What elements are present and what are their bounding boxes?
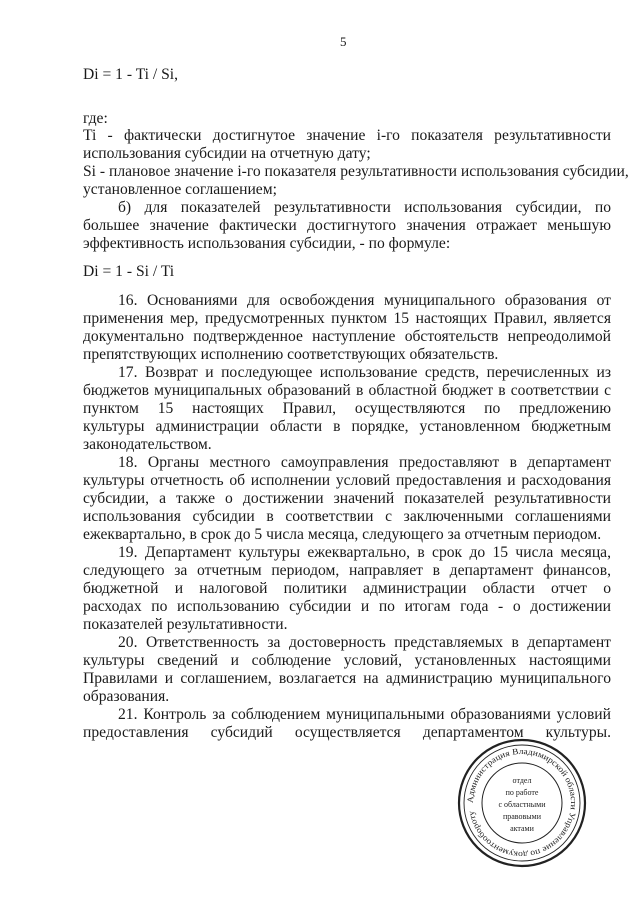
definition-ti-line-2: использования субсидии на отчетную дату; [83, 145, 371, 162]
paragraph-19-line-4: расходах по использованию субсидии и по итогам года - о достижении [83, 598, 611, 615]
paragraph-16-line-1: 16. Основаниями для освобождения муниципального образования от [118, 292, 611, 309]
stamp-line-5: актами [510, 824, 534, 833]
definition-si-line-1: Si - плановое значение i-го показателя результативности использования субсидии, [83, 163, 629, 180]
paragraph-21-line-1: 21. Контроль за соблюдением муниципальными образованиями условий [118, 706, 611, 723]
paragraph-18-line-3: субсидии, а также о достижении значений показателей результативности [83, 490, 611, 507]
paragraph-18-line-4: использования субсидии в соответствии с заключенными соглашениями [83, 508, 611, 525]
paragraph-16-line-3: документально подтвержденное наступление обстоятельств непреодолимой [83, 328, 611, 345]
item-b-line-2: большее значение фактически достигнутого значения отражает меньшую [83, 217, 611, 234]
paragraph-17-line-2: бюджетов муниципальных образований в областной бюджет в соответствии с [83, 382, 611, 399]
formula-di-1: Di = 1 - Ti / Si, [83, 66, 179, 83]
paragraph-21-line-2: предоставления субсидий осуществляется департаментом культуры. [83, 724, 611, 741]
page-number: 5 [340, 34, 347, 49]
paragraph-18-line-5: ежеквартально, в срок до 5 числа месяца, следующего за отчетным периодом. [83, 526, 602, 543]
paragraph-20-line-2: культуры сведений и соблюдение условий, установленных настоящими [83, 652, 611, 669]
definition-ti-line-1: Ti - фактически достигнутое значение i-го показателя результативности [83, 127, 611, 144]
formula-di-2: Di = 1 - Si / Ti [83, 263, 175, 280]
paragraph-20-line-4: образования. [83, 688, 170, 705]
paragraph-20-line-1: 20. Ответственность за достоверность представляемых в департамент [118, 634, 611, 651]
paragraph-17-line-3: пунктом 15 настоящих Правил, осуществляются по предложению [83, 400, 611, 417]
definition-si-line-2: установленное соглашением; [83, 181, 277, 198]
paragraph-18-line-2: культуры отчетность об исполнении условий предоставления и расходования [83, 472, 611, 489]
paragraph-16-line-2: применения мер, предусмотренных пунктом 15 настоящих Правил, является [83, 310, 611, 327]
stamp-ring-text: Администрация Владимирской области Управление по документообороту [464, 745, 580, 861]
item-b-line-1: б) для показателей результативности использования субсидии, по [118, 199, 611, 216]
stamp-line-1: отдел [512, 776, 532, 785]
paragraph-19-line-2: следующего за отчетным периодом, направляет в департамент финансов, [83, 562, 611, 579]
stamp-line-2: по работе [505, 788, 539, 797]
paragraph-17-line-1: 17. Возврат и последующее использование средств, перечисленных из [118, 364, 611, 381]
item-b-line-3: эффективность использования субсидии, - по формуле: [83, 235, 451, 252]
paragraph-20-line-3: Правилами и соглашением, возлагается на администрацию муниципального [83, 670, 611, 687]
stamp-line-3: с областными [498, 800, 546, 809]
paragraph-19-line-5: показателей результативности. [83, 616, 288, 633]
paragraph-19-line-1: 19. Департамент культуры ежеквартально, в срок до 15 числа месяца, [118, 544, 611, 561]
round-stamp-seal [456, 737, 588, 869]
where-label: где: [83, 110, 108, 127]
paragraph-17-line-5: законодательством. [83, 436, 212, 453]
paragraph-18-line-1: 18. Органы местного самоуправления предоставляют в департамент [118, 454, 611, 471]
paragraph-17-line-4: культуры администрации области в порядке, установленном бюджетным [83, 418, 611, 435]
stamp-line-4: правовыми [502, 812, 542, 821]
paragraph-16-line-4: препятствующих исполнению соответствующих обязательств. [83, 346, 499, 363]
paragraph-19-line-3: бюджетной и налоговой политики администрации области отчет о [83, 580, 611, 597]
